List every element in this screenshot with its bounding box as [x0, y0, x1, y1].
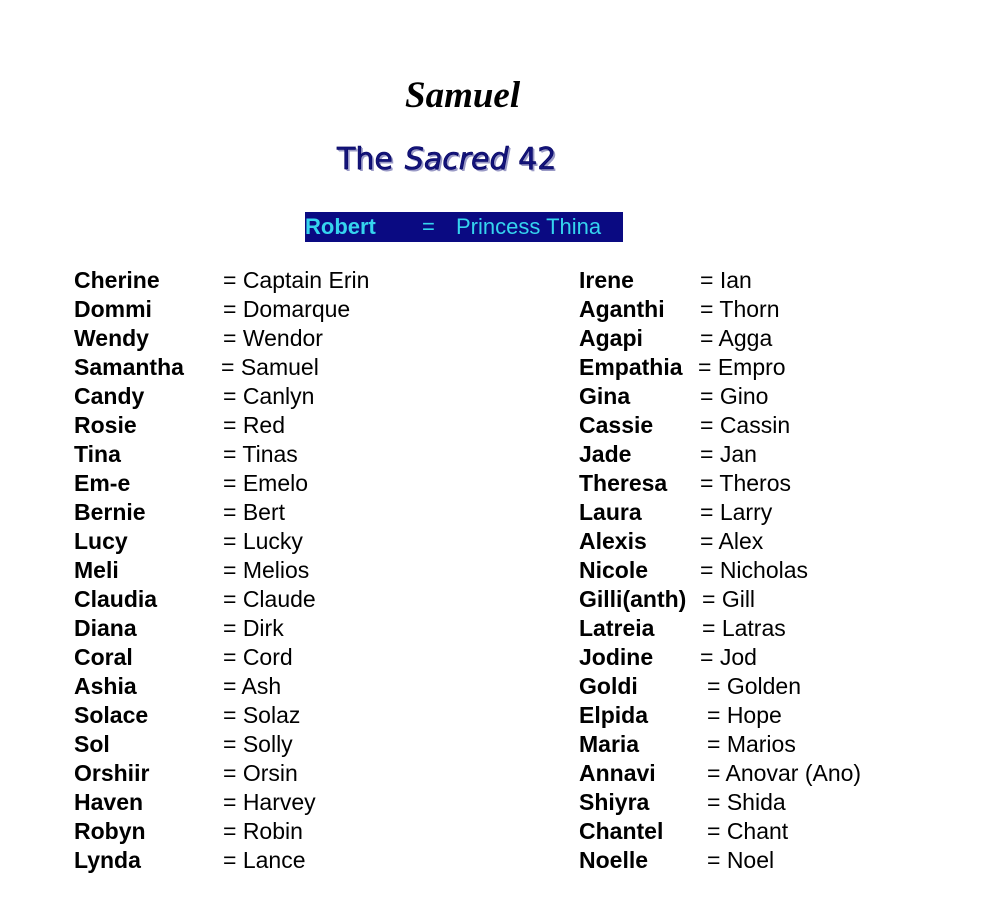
- list-item: [579, 382, 979, 411]
- list-item: [579, 730, 979, 759]
- list-item: [74, 527, 514, 556]
- pair-name: Irene: [579, 267, 634, 293]
- pair-value: = Marios: [707, 731, 796, 757]
- pair-value: = Thorn: [700, 296, 780, 322]
- pair-name: Lynda: [74, 847, 141, 873]
- list-item: [74, 817, 514, 846]
- pair-value: = Claude: [223, 586, 316, 612]
- pair-name: Theresa: [579, 470, 668, 496]
- list-item: [579, 266, 979, 295]
- list-item: [579, 411, 979, 440]
- pair-value: = Ian: [700, 267, 752, 293]
- pair-value: = Agga: [700, 325, 773, 351]
- pair-name: Sol: [74, 731, 110, 757]
- list-item: [579, 585, 979, 614]
- pair-name: Alexis: [579, 528, 647, 554]
- pair-name: Chantel: [579, 818, 664, 844]
- pair-value: = Captain Erin: [223, 267, 370, 293]
- pair-value: = Domarque: [223, 296, 351, 322]
- list-item: [74, 614, 514, 643]
- list-item: [74, 788, 514, 817]
- pair-value: = Samuel: [221, 354, 319, 380]
- list-item: [579, 846, 979, 875]
- banner-equals: =: [422, 214, 435, 239]
- pair-name: Jodine: [579, 644, 654, 670]
- pair-name: Lucy: [74, 528, 128, 554]
- pair-value: = Jod: [700, 644, 757, 670]
- banner-value: Princess Thina: [456, 214, 602, 239]
- list-item: [74, 295, 514, 324]
- pair-name: Cassie: [579, 412, 654, 438]
- pair-value: = Wendor: [223, 325, 323, 351]
- list-item: [74, 382, 514, 411]
- pair-value: = Shida: [707, 789, 786, 815]
- pair-value: = Robin: [223, 818, 303, 844]
- list-item: [579, 556, 979, 585]
- pair-name: Latreia: [579, 615, 655, 641]
- pair-name: Ashia: [74, 673, 137, 699]
- pair-value: = Harvey: [223, 789, 316, 815]
- pair-name: Agapi: [579, 325, 643, 351]
- banner-name: Robert: [305, 214, 376, 239]
- pair-value: = Solly: [223, 731, 293, 757]
- pair-name: Gilli(anth): [579, 586, 687, 612]
- list-item: [579, 817, 979, 846]
- list-item: [579, 643, 979, 672]
- pair-name: Bernie: [74, 499, 146, 525]
- pair-name: Elpida: [579, 702, 649, 728]
- pair-value: = Lance: [223, 847, 306, 873]
- list-item: [579, 527, 979, 556]
- pair-value: = Melios: [223, 557, 310, 583]
- pair-value: = Gill: [702, 586, 756, 612]
- list-item: [74, 411, 514, 440]
- pair-value: = Orsin: [223, 760, 298, 786]
- pair-name: Gina: [579, 383, 631, 409]
- list-item: [579, 701, 979, 730]
- pair-value: = Canlyn: [223, 383, 315, 409]
- pair-value: = Golden: [707, 673, 801, 699]
- pair-name: Tina: [74, 441, 121, 467]
- pair-name: Coral: [74, 644, 133, 670]
- subtitle: [337, 140, 556, 180]
- list-item: [579, 469, 979, 498]
- list-item: [74, 759, 514, 788]
- list-item: [74, 730, 514, 759]
- pair-value: = Cord: [223, 644, 293, 670]
- pair-name: Aganthi: [579, 296, 665, 322]
- list-item: [579, 295, 979, 324]
- pair-name: Cherine: [74, 267, 160, 293]
- pair-name: Haven: [74, 789, 144, 815]
- pair-name: Claudia: [74, 586, 158, 612]
- list-item: [74, 353, 514, 382]
- highlight-banner: [305, 212, 623, 242]
- pair-value: = Hope: [707, 702, 782, 728]
- pair-value: = Gino: [700, 383, 769, 409]
- pair-name: Robyn: [74, 818, 146, 844]
- pair-name: Orshiir: [74, 760, 150, 786]
- pair-name: Rosie: [74, 412, 137, 438]
- pair-name: Dommi: [74, 296, 152, 322]
- list-item: [579, 672, 979, 701]
- pair-name: Laura: [579, 499, 642, 525]
- pair-value: = Ash: [223, 673, 282, 699]
- list-item: [74, 469, 514, 498]
- list-item: [579, 498, 979, 527]
- pair-value: = Anovar (Ano): [707, 760, 862, 786]
- pair-name: Annavi: [579, 760, 656, 786]
- pair-name: Maria: [579, 731, 640, 757]
- pair-name: Jade: [579, 441, 632, 467]
- list-item: [74, 846, 514, 875]
- pair-name: Meli: [74, 557, 119, 583]
- list-item: [74, 324, 514, 353]
- pair-name: Samantha: [74, 354, 184, 380]
- pair-name: Candy: [74, 383, 145, 409]
- pair-value: = Theros: [700, 470, 791, 496]
- pair-value: = Solaz: [223, 702, 301, 728]
- pair-value: = Jan: [700, 441, 757, 467]
- list-item: [579, 440, 979, 469]
- pair-name: Noelle: [579, 847, 649, 873]
- list-item: [579, 788, 979, 817]
- list-item: [579, 324, 979, 353]
- list-item: [74, 701, 514, 730]
- list-item: [74, 672, 514, 701]
- pair-value: = Empro: [698, 354, 786, 380]
- subtitle-number: 42: [518, 142, 557, 177]
- pair-name: Shiyra: [579, 789, 650, 815]
- pair-value: = Cassin: [700, 412, 791, 438]
- pair-name: Empathia: [579, 354, 683, 380]
- pair-name: Nicole: [579, 557, 649, 583]
- list-item: [74, 498, 514, 527]
- pair-value: = Nicholas: [700, 557, 809, 583]
- list-item: [74, 643, 514, 672]
- list-item: [74, 440, 514, 469]
- pair-value: = Dirk: [223, 615, 284, 641]
- left-name-list: [74, 266, 514, 875]
- pair-name: Goldi: [579, 673, 638, 699]
- subtitle-the: The: [337, 142, 393, 177]
- pair-value: = Noel: [707, 847, 775, 873]
- list-item: [74, 266, 514, 295]
- pair-value: = Alex: [700, 528, 764, 554]
- subtitle-sacred: Sacred: [404, 142, 509, 177]
- list-item: [74, 556, 514, 585]
- pair-value: = Latras: [702, 615, 786, 641]
- pair-name: Solace: [74, 702, 149, 728]
- pair-value: = Emelo: [223, 470, 309, 496]
- pair-value: = Red: [223, 412, 286, 438]
- pair-value: = Bert: [223, 499, 286, 525]
- pair-value: = Chant: [707, 818, 789, 844]
- pair-name: Diana: [74, 615, 137, 641]
- pair-name: Wendy: [74, 325, 149, 351]
- list-item: [579, 759, 979, 788]
- right-name-list: [579, 266, 979, 875]
- list-item: [579, 614, 979, 643]
- list-item: [74, 585, 514, 614]
- page-title: Samuel: [405, 75, 521, 116]
- pair-value: = Lucky: [223, 528, 303, 554]
- pair-name: Em-e: [74, 470, 131, 496]
- list-item: [579, 353, 979, 382]
- pair-value: = Tinas: [223, 441, 298, 467]
- pair-value: = Larry: [700, 499, 773, 525]
